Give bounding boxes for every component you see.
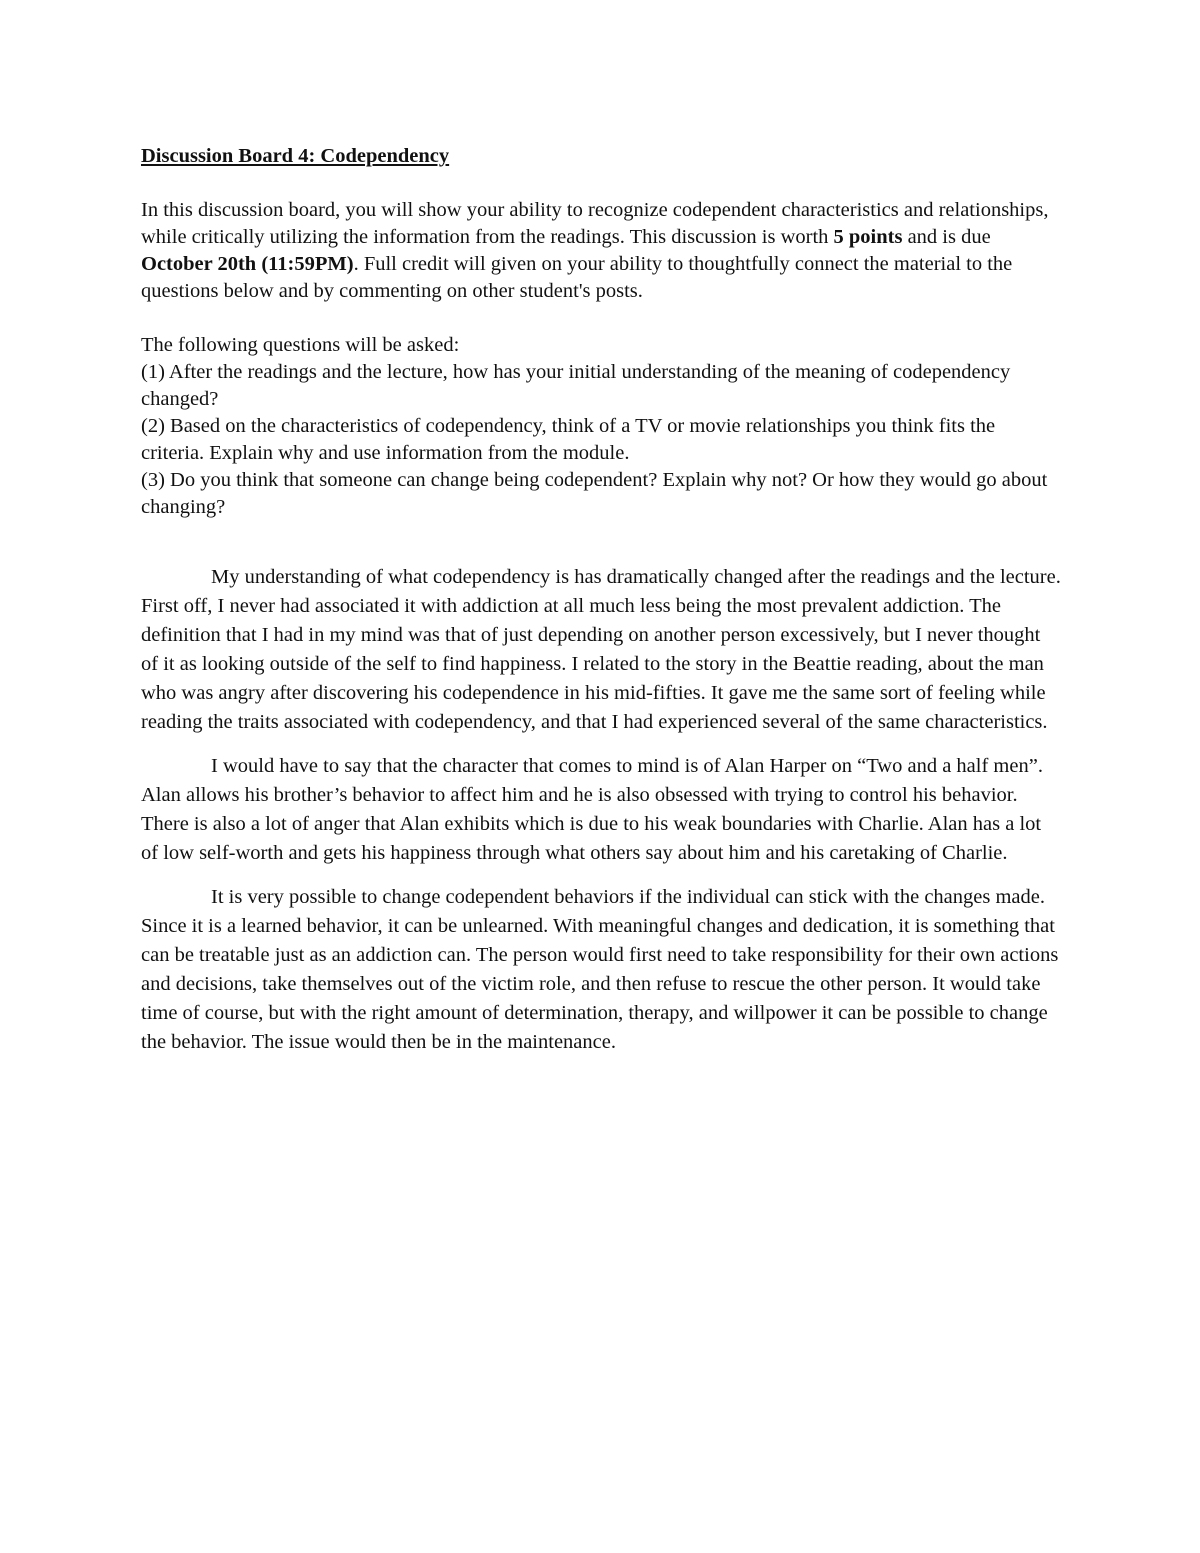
question-2: (2) Based on the characteristics of codependency, think of a TV or movie relationships you think fits the criteria. Explain why and use information from the module.: [141, 415, 996, 464]
question-1: (1) After the readings and the lecture, how has your initial understanding of the meaning of codependency changed?: [141, 361, 1011, 410]
intro-text-3: . Full credit will given on your ability to thoughtfully connect the material to the questions below and by commenting on other student's posts.: [141, 253, 1013, 302]
intro-paragraph: [141, 197, 1061, 305]
questions-heading: The following questions will be asked:: [141, 334, 460, 356]
answer-3: It is very possible to change codependent behaviors if the individual can stick with the changes made. Since it is a learned behavior, it can be unlearned. With meaningful changes and dedication, it is something that can be treatable just as an addiction can. The person would first need to take responsibility for their own actions and decisions, take themselves out of the victim role, and then refuse to rescue the other person. It would take time of course, but with the right amount of determination, therapy, and willpower it can be possible to change the behavior. The issue would then be in the maintenance.: [141, 886, 1059, 1053]
answer-1: My understanding of what codependency is has dramatically changed after the readings and the lecture. First off, I never had associated it with addiction at all much less being the most prevalent addiction. The definition that I had in my mind was that of just depending on another person excessively, but I never thought of it as looking outside of the self to find happiness. I related to the story in the Beattie reading, about the man who was angry after discovering his codependence in his mid-fifties. It gave me the same sort of feeling while reading the traits associated with codependency, and that I had experienced several of the same characteristics.: [141, 566, 1061, 733]
points-value: 5 points: [833, 226, 903, 248]
answer-2: I would have to say that the character that comes to mind is of Alan Harper on “Two and a half men”. Alan allows his brother’s behavior to affect him and he is also obsessed with trying to control his behavior. There is also a lot of anger that Alan exhibits which is due to his weak boundaries with Charlie. Alan has a lot of low self-worth and gets his happiness through what others say about him and his caretaking of Charlie.: [141, 755, 1043, 864]
document-title: Discussion Board 4: Codependency: [141, 145, 450, 167]
answers-section: [141, 563, 1061, 1057]
document-body: [141, 143, 1061, 1072]
questions-section: [141, 332, 1061, 521]
intro-text-2: and is due: [902, 226, 991, 248]
due-date: October 20th (11:59PM): [141, 253, 354, 275]
intro-text-1: In this discussion board, you will show your ability to recognize codependent characteristics and relationships, while critically utilizing the information from the readings. This discussion is worth: [141, 199, 1049, 248]
question-3: (3) Do you think that someone can change being codependent? Explain why not? Or how they would go about changing?: [141, 469, 1048, 518]
